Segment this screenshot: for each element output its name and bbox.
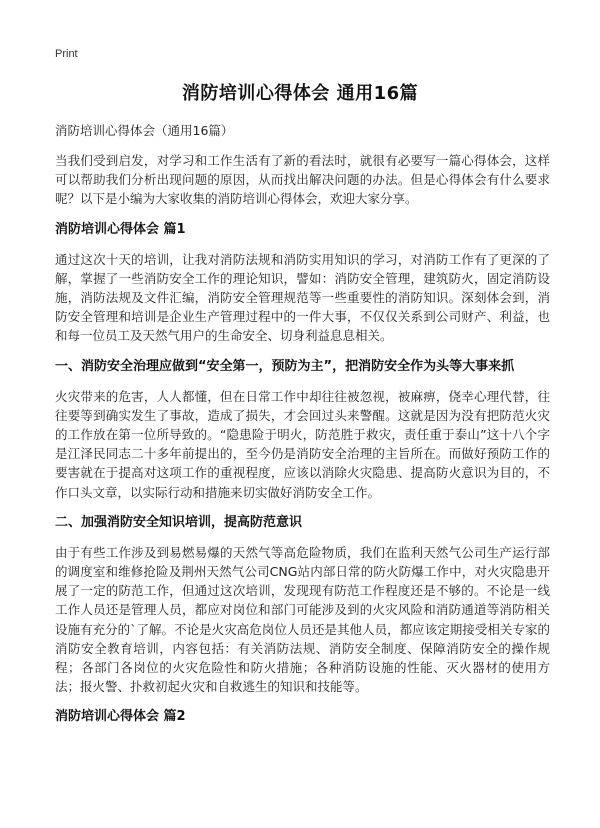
section1-paragraph-1: 通过这次十天的培训，让我对消防法规和消防实用知识的学习，对消防工作有了更深的了解，掌握了一些消防安全工作的理论知识，譬如：消防安全管理，建筑防火，固定消防设施，消防法规及文件汇编，消防安全管理规范等一些重要性的消防知识。深刻体会到，消防安全管理和培训是企业生产管理过程中的一件大事，不仅仅关系到公司财产、利益，也和每一位员工及天然气用户的生命安全、切身利益息息相关。 xyxy=(55,251,550,344)
article-body xyxy=(55,151,550,737)
section-heading-1: 消防培训心得体会 篇1 xyxy=(55,221,186,237)
print-link[interactable]: Print xyxy=(55,48,78,60)
section-heading-2: 消防培训心得体会 篇2 xyxy=(55,709,186,725)
intro-paragraph: 当我们受到启发，对学习和工作生活有了新的看法时，就很有必要写一篇心得体会，这样可以帮助我们分析出现问题的原因，从而找出解决问题的办法。但是心得体会有什么要求呢？以下是小编为大家收集的消防培训心得体会，欢迎大家分享。 xyxy=(55,153,550,207)
subheading-prevention: 一、消防安全治理应做到“安全第一，预防为主”，把消防安全作为头等大事来抓 xyxy=(55,358,515,374)
section1-paragraph-3: 由于有些工作涉及到易燃易爆的天然气等高危险物质，我们在监利天然气公司生产运行部的调度室和维修抢险及荆州天然气公司CNG站内部日常的防火防爆工作中，对火灾隐患开展了一定的防范工作，但通过这次培训，发现现有防范工作程度还是不够的。不论是一线工作人员还是管理人员，都应对岗位和部门可能涉及到的火灾风险和消防通道等消防相关设施有充分的`了解。不论是火灾高危岗位人员还是其他人员，都应该定期接受相关专家的消防安全教育培训，内容包括：有关消防法规、消防安全制度、保障消防安全的操作规程；各部门各岗位的火灾危险性和防火措施；各种消防设施的性能、灭火器材的使用方法；报火警、扑救初起火灾和自救逃生的知识和技能等。 xyxy=(55,544,550,695)
section1-paragraph-2: 火灾带来的危害，人人都懂，但在日常工作中却往往被忽视，被麻痹，侥幸心理代替，往往要等到确实发生了事故，造成了损失，才会回过头来警醒。这就是因为没有把防范火灾的工作放在第一位所导致的。“隐患险于明火，防范胜于救灾，责任重于泰山”这十八个字是江泽民同志二十多年前提出的，至今仍是消防安全治理的主旨所在。而做好预防工作的要害就在于提高对这项工作的重视程度，应该以消除火灾隐患、提高防火意识为目的，不作口头文章，以实际行动和措施来切实做好消防安全工作。 xyxy=(55,388,550,500)
subheading-training: 二、加强消防安全知识培训，提高防范意识 xyxy=(55,514,303,530)
page-subtitle: 消防培训心得体会（通用16篇） xyxy=(55,123,234,138)
page-title: 消防培训心得体会 通用16篇 xyxy=(181,83,419,104)
